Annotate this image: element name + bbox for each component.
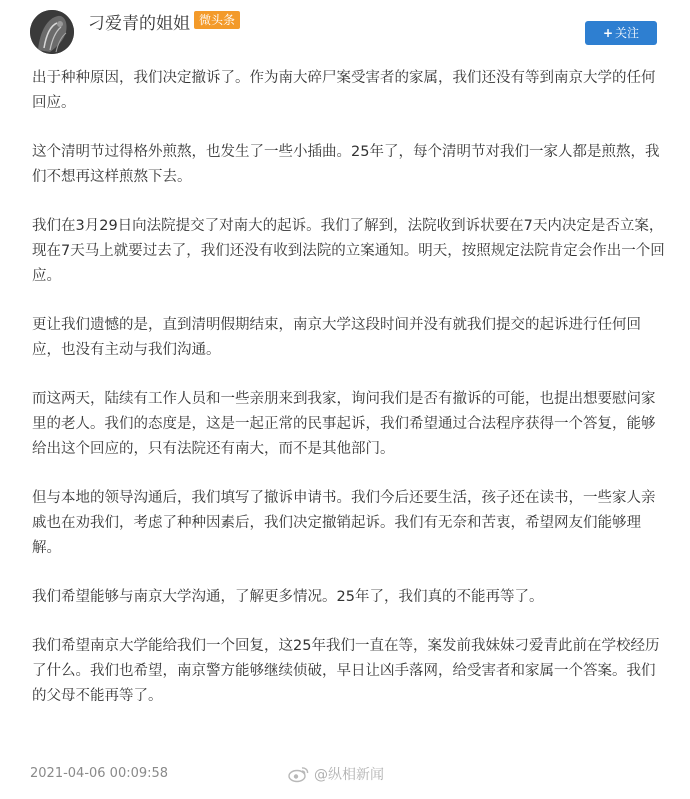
post-body <box>32 66 668 733</box>
watermark-text: @纵相新闻 <box>314 767 384 783</box>
paragraph: 更让我们遗憾的是，直到清明假期结束，南京大学这段时间并没有就我们提交的起诉进行任何回应，也没有主动与我们沟通。 <box>32 317 641 358</box>
paragraph: 我们希望能够与南京大学沟通，了解更多情况。25年了，我们真的不能再等了。 <box>32 589 544 605</box>
weibo-logo-icon <box>288 765 310 783</box>
follow-button[interactable] <box>585 21 657 45</box>
post-timestamp: 2021-04-06 00:09:58 <box>30 766 169 781</box>
source-watermark <box>288 764 384 784</box>
paragraph: 出于种种原因，我们决定撤诉了。作为南大碎尸案受害者的家属，我们还没有等到南京大学的任何回应。 <box>32 70 656 111</box>
paragraph: 但与本地的领导沟通后，我们填写了撤诉申请书。我们今后还要生活，孩子还在读书，一些家人亲戚也在劝我们，考虑了种种因素后，我们决定撤销起诉。我们有无奈和苦衷，希望网友们能够理解。 <box>32 490 656 556</box>
author-name[interactable]: 刁爱青的姐姐 <box>88 14 190 34</box>
source-badge: 微头条 <box>194 11 240 29</box>
plus-icon: + <box>602 26 614 40</box>
paragraph: 而这两天，陆续有工作人员和一些亲朋来到我家，询问我们是否有撤诉的可能，也提出想要慰问家里的老人。我们的态度是，这是一起正常的民事起诉，我们希望通过合法程序获得一个答复，能够给出这个回应的，只有法院还有南大，而不是其他部门。 <box>32 391 656 457</box>
post-header <box>0 0 690 62</box>
avatar-image <box>30 10 74 54</box>
paragraph: 这个清明节过得格外煎熬，也发生了一些小插曲。25年了，每个清明节对我们一家人都是煎熬，我们不想再这样煎熬下去。 <box>32 144 660 185</box>
post-footer <box>30 764 670 788</box>
follow-label: 关注 <box>615 26 640 40</box>
paragraph: 我们希望南京大学能给我们一个回复，这25年我们一直在等，案发前我妹妹刁爱青此前在学校经历了什么。我们也希望，南京警方能够继续侦破，早日让凶手落网，给受害者和家属一个答案。我们的父母不能再等了。 <box>32 638 660 704</box>
paragraph: 我们在3月29日向法院提交了对南大的起诉。我们了解到，法院收到诉状要在7天内决定是否立案，现在7天马上就要过去了，我们还没有收到法院的立案通知。明天，按照规定法院肯定会作出一个回应。 <box>32 218 665 284</box>
avatar[interactable] <box>30 10 74 54</box>
